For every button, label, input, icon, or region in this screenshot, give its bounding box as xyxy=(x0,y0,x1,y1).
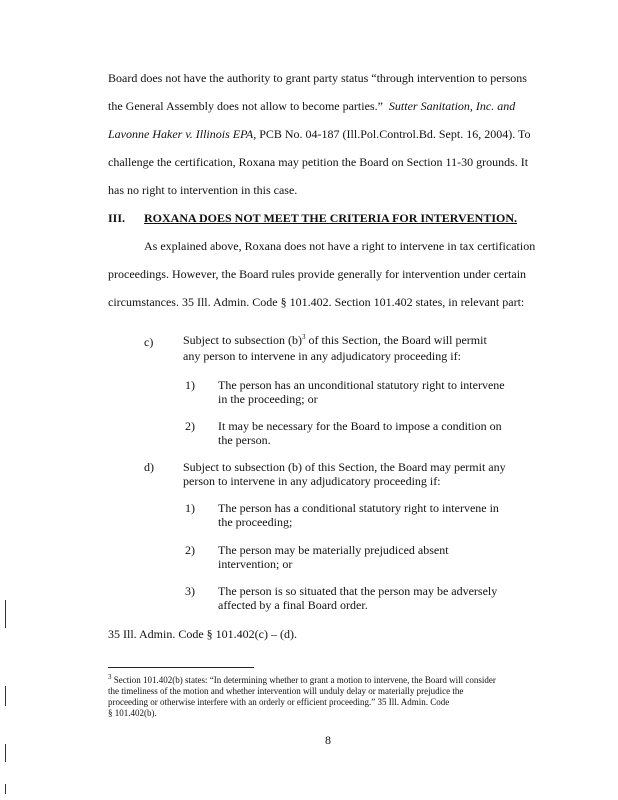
list-label: d) xyxy=(144,460,154,474)
quote-line: the proceeding; xyxy=(218,515,293,529)
quote-line: The person is so situated that the person may be adversely xyxy=(218,584,498,598)
list-label: c) xyxy=(144,335,154,349)
case-name: Sutter Sanitation, Inc. and xyxy=(388,99,516,113)
quote-line: The person has a conditional statutory right to intervene in xyxy=(218,501,499,515)
quote-line: any person to intervene in any adjudicatory proceeding if: xyxy=(183,349,461,363)
quote-line: in the proceeding; or xyxy=(218,392,318,406)
footnote-line: proceeding or otherwise interfere with an orderly or efficient proceeding.” 35 Ill. Admin. Code xyxy=(108,697,450,707)
case-name: Lavonne Haker v. Illinois EPA, xyxy=(108,127,257,141)
quote-text: the General Assembly does not allow to become parties.” xyxy=(108,99,383,113)
quote-line: affected by a final Board order. xyxy=(218,598,368,612)
scan-edge-mark xyxy=(5,784,6,794)
body-text-line: has no right to intervention in this case. xyxy=(108,183,298,197)
quote-line: Subject to subsection $(b)^3$ of this Section, the Board will permit xyxy=(183,333,487,347)
scan-edge-mark xyxy=(5,686,6,706)
quote-line: intervention; or xyxy=(218,557,293,571)
quote-line: person to intervene in any adjudicatory proceeding if: xyxy=(183,474,441,488)
quote-line: The person has an unconditional statutory right to intervene xyxy=(218,378,505,392)
body-text-line: Board does not have the authority to grant party status “through intervention to persons xyxy=(108,71,527,85)
footnote-ref[interactable]: 3 xyxy=(301,333,306,341)
scan-edge-mark xyxy=(5,744,6,762)
quote-line: The person may be materially prejudiced absent xyxy=(218,543,449,557)
quote-line: the person. xyxy=(218,433,271,447)
footnote-line: § 101.402(b). xyxy=(108,708,157,718)
body-text-line: challenge the certification, Roxana may petition the Board on Section 11-30 grounds. It xyxy=(108,155,529,169)
body-text-line: circumstances. 35 Ill. Admin. Code § 101.402. Section 101.402 states, in relevant part: xyxy=(108,295,525,309)
body-text-line xyxy=(108,99,515,113)
body-text-line: proceedings. However, the Board rules provide generally for intervention under certain xyxy=(108,267,527,281)
quote-line: It may be necessary for the Board to impose a condition on xyxy=(218,419,502,433)
list-label: 1) xyxy=(185,378,195,392)
section-heading: ROXANA DOES NOT MEET THE CRITERIA FOR INTERVENTION. xyxy=(144,211,517,225)
footnote-marker: 3 xyxy=(108,673,112,681)
quote-line: Subject to subsection (b) of this Section, the Board may permit any xyxy=(183,460,506,474)
section-number: III. xyxy=(108,211,126,225)
list-label: 2) xyxy=(185,543,195,557)
list-label: 2) xyxy=(185,419,195,433)
page-number: 8 xyxy=(325,733,331,747)
body-text-line: As explained above, Roxana does not have a right to intervene in tax certification xyxy=(144,239,536,253)
footnote-line: $^3$ Section 101.402(b) states: “In determining whether to grant a motion to intervene, the Board will consider xyxy=(108,673,496,685)
list-label: 3) xyxy=(185,584,195,598)
case-citation: PCB No. 04-187 (Ill.Pol.Control.Bd. Sept. 16, 2004). To xyxy=(259,127,531,141)
footnote-divider xyxy=(108,667,254,668)
footnote-line: the timeliness of the motion and whether intervention will unduly delay or materially prejudice the xyxy=(108,686,464,696)
citation: 35 Ill. Admin. Code § 101.402(c) – (d). xyxy=(108,627,297,641)
list-label: 1) xyxy=(185,501,195,515)
scan-edge-mark xyxy=(5,600,6,628)
body-text-line xyxy=(108,127,531,141)
